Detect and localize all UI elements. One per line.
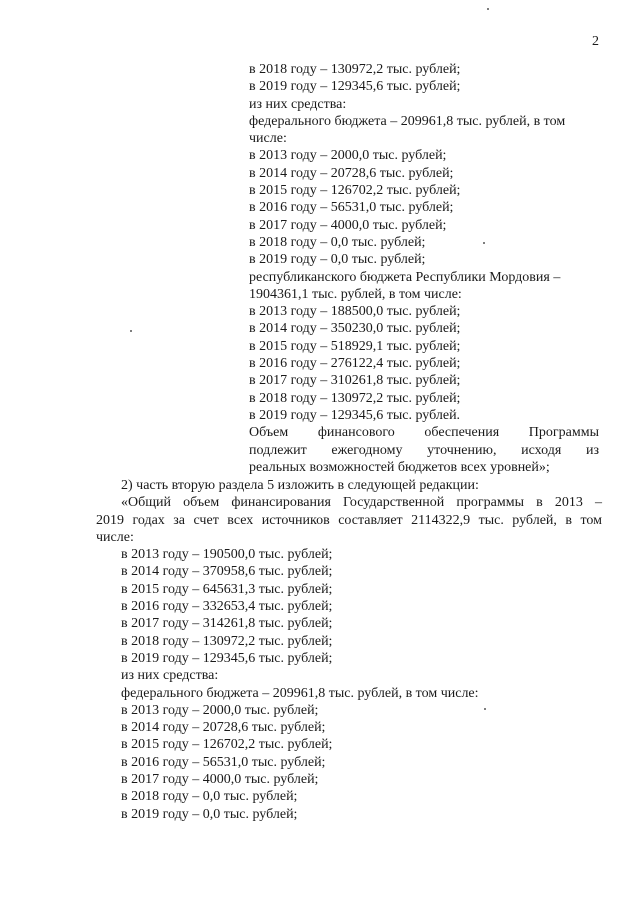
text-line: в 2017 году – 310261,8 тыс. рублей; [249, 373, 461, 389]
text-line: в 2014 году – 370958,6 тыс. рублей; [121, 564, 333, 580]
page-number: 2 [592, 34, 599, 49]
text-line: из них средства: [121, 668, 219, 684]
text-line: в 2013 году – 190500,0 тыс. рублей; [121, 547, 333, 563]
text-line: в 2019 году – 0,0 тыс. рублей; [121, 806, 298, 822]
text-line: в 2018 году – 130972,2 тыс. рублей; [121, 633, 333, 649]
text-line: в 2018 году – 130972,2 тыс. рублей; [249, 390, 461, 406]
scan-speck [484, 708, 486, 710]
scan-speck [487, 8, 489, 10]
text-line: в 2015 году – 518929,1 тыс. рублей; [249, 338, 461, 354]
text-line: в 2017 году – 314261,8 тыс. рублей; [121, 616, 333, 632]
scan-speck [130, 330, 132, 332]
text-line: 1904361,1 тыс. рублей, в том числе: [249, 286, 462, 302]
text-line: в 2019 году – 129345,6 тыс. рублей; [249, 79, 461, 95]
text-line: в 2013 году – 188500,0 тыс. рублей; [249, 304, 461, 320]
text-line: в 2018 году – 130972,2 тыс. рублей; [249, 62, 461, 77]
text-line: в 2016 году – 332653,4 тыс. рублей; [121, 599, 333, 615]
text-line: числе: [249, 131, 287, 147]
text-line: в 2019 году – 0,0 тыс. рублей; [249, 252, 426, 268]
text-line: в 2013 году – 2000,0 тыс. рублей; [121, 702, 319, 718]
text-line: 2019 годах за счет всех источников составляет 2114322,9 тыс. рублей, в том [96, 512, 602, 528]
text-line: Объем финансового обеспечения Программы [249, 425, 599, 441]
text-line: подлежит ежегодному уточнению, исходя из [249, 442, 599, 458]
text-line: реальных возможностей бюджетов всех уровней»; [249, 459, 550, 475]
text-line: в 2014 году – 20728,6 тыс. рублей; [249, 165, 454, 181]
text-line: в 2018 году – 0,0 тыс. рублей; [121, 789, 298, 805]
text-line: в 2019 году – 129345,6 тыс. рублей. [249, 407, 461, 423]
text-line: федерального бюджета – 209961,8 тыс. рублей, в том числе: [121, 685, 479, 701]
scan-speck [483, 242, 485, 244]
text-line: в 2017 году – 4000,0 тыс. рублей; [249, 217, 447, 233]
text-line: в 2016 году – 56531,0 тыс. рублей; [121, 754, 326, 770]
text-line: в 2018 году – 0,0 тыс. рублей; [249, 234, 426, 250]
text-line: в 2014 году – 350230,0 тыс. рублей; [249, 321, 461, 337]
text-line: в 2015 году – 126702,2 тыс. рублей; [249, 183, 461, 199]
text-line: из них средства: [249, 96, 347, 112]
text-line: в 2019 году – 129345,6 тыс. рублей; [121, 650, 333, 666]
text-line: в 2015 году – 645631,3 тыс. рублей; [121, 581, 333, 597]
text-line: «Общий объем финансирования Государственной программы в 2013 – [121, 495, 602, 511]
text-line: в 2014 году – 20728,6 тыс. рублей; [121, 720, 326, 736]
text-line: республиканского бюджета Республики Мордовия – [249, 269, 561, 285]
text-line: в 2016 году – 276122,4 тыс. рублей; [249, 356, 461, 372]
text-line: в 2016 году – 56531,0 тыс. рублей; [249, 200, 454, 216]
text-line: в 2017 году – 4000,0 тыс. рублей; [121, 772, 319, 788]
text-line: федерального бюджета – 209961,8 тыс. рублей, в том [249, 113, 566, 129]
program-funding-continuation [249, 61, 599, 476]
text-line: в 2015 году – 126702,2 тыс. рублей; [121, 737, 333, 753]
text-line: числе: [96, 529, 134, 545]
text-line: 2) часть вторую раздела 5 изложить в следующей редакции: [121, 478, 479, 493]
section-5-amendment [96, 477, 602, 823]
text-line: в 2013 году – 2000,0 тыс. рублей; [249, 148, 447, 164]
